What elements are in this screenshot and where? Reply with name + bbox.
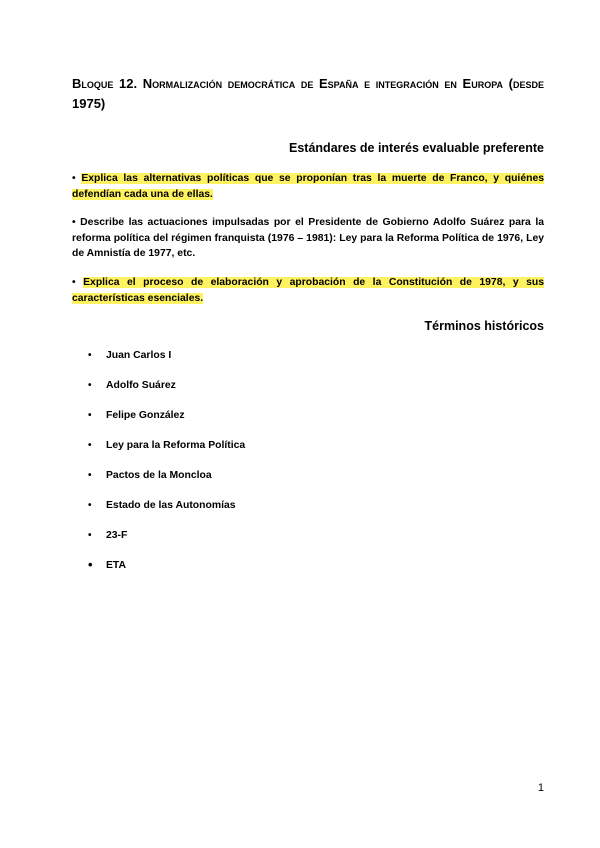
standard-text-highlighted: Explica las alternativas políticas que se proponían tras la muerte de Franco, y quiénes defendían cada una de ellas.	[72, 173, 544, 200]
list-item	[88, 409, 245, 439]
list-item	[88, 529, 245, 559]
terms-list	[88, 349, 245, 589]
bullet-icon: •	[88, 350, 92, 361]
term-label: Estado de las Autonomías	[106, 500, 236, 511]
bullet-icon: •	[88, 557, 93, 572]
term-label: Adolfo Suárez	[106, 380, 176, 391]
standard-item	[72, 215, 544, 262]
standard-bullet: •	[72, 277, 76, 288]
bullet-icon: •	[88, 380, 92, 391]
bullet-icon: •	[88, 500, 92, 511]
bullet-icon: •	[88, 440, 92, 451]
term-label: 23-F	[106, 530, 128, 541]
bullet-icon: •	[88, 470, 92, 481]
standard-item	[72, 171, 544, 202]
standard-bullet: •	[72, 173, 76, 184]
page-number: 1	[537, 782, 544, 794]
standard-text-highlighted: Explica el proceso de elaboración y aprobación de la Constitución de 1978, y sus características esenciales.	[72, 277, 544, 304]
standards-heading: Estándares de interés evaluable preferente	[289, 141, 544, 155]
bullet-icon: •	[88, 530, 92, 541]
list-item	[88, 439, 245, 469]
list-item	[88, 349, 245, 379]
term-label: Ley para la Reforma Política	[106, 440, 246, 451]
standard-text: Describe las actuaciones impulsadas por el Presidente de Gobierno Adolfo Suárez para la reforma política del régimen franquista (1976 – 1981): Ley para la Reforma Política de 1976, Ley de Amnistía de 1977, etc.	[72, 217, 545, 259]
list-item	[88, 469, 245, 499]
terms-heading: Términos históricos	[424, 319, 544, 333]
list-item	[88, 499, 245, 529]
term-label: Pactos de la Moncloa	[106, 470, 212, 481]
term-label: Juan Carlos I	[106, 350, 172, 361]
bullet-icon: •	[88, 410, 92, 421]
list-item	[88, 379, 245, 409]
list-item	[88, 559, 245, 589]
standard-item	[72, 275, 544, 306]
block-title: Bloque 12. Normalización democrática de España e integración en Europa (desde 1975)	[72, 76, 544, 111]
standard-bullet: •	[72, 217, 76, 228]
term-label: ETA	[106, 560, 127, 571]
term-label: Felipe González	[106, 410, 185, 421]
